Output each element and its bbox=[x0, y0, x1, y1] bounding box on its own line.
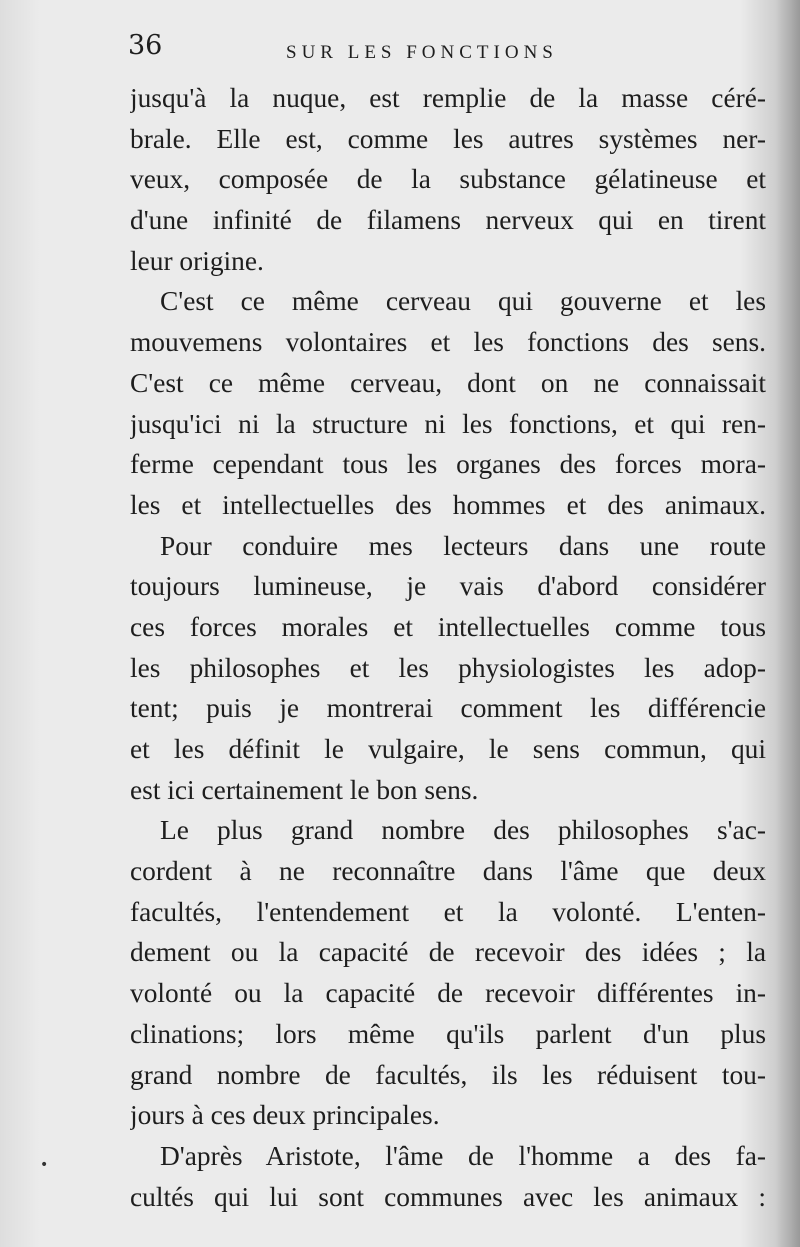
text-line: C'est ce même cerveau, dont on ne connaissait bbox=[130, 367, 766, 398]
page-header bbox=[128, 30, 768, 74]
text-line: tent; puis je montrerai comment les différencie bbox=[130, 693, 766, 724]
text-line: cordent à ne reconnaître dans l'âme que deux bbox=[130, 856, 766, 887]
text-line: C'est ce même cerveau qui gouverne et les bbox=[160, 286, 766, 317]
text-line: est ici certainement le bon sens. bbox=[130, 774, 479, 805]
text-line: dement ou la capacité de recevoir des idées ; la bbox=[130, 937, 766, 968]
text-line: grand nombre de facultés, ils les réduisent tou- bbox=[130, 1059, 766, 1090]
text-line: clinations; lors même qu'ils parlent d'un plus bbox=[130, 1018, 766, 1049]
text-line: brale. Elle est, comme les autres systèmes ner- bbox=[130, 123, 766, 154]
text-line: D'après Aristote, l'âme de l'homme a des fa- bbox=[160, 1140, 766, 1171]
running-head: SUR LES FONCTIONS bbox=[286, 42, 558, 63]
text-line: mouvemens volontaires et les fonctions des sens. bbox=[130, 327, 766, 358]
text-line: cultés qui lui sont communes avec les animaux : bbox=[130, 1181, 766, 1212]
margin-mark: • bbox=[40, 1157, 49, 1173]
text-line: leur origine. bbox=[130, 245, 264, 276]
text-line: jusqu'à la nuque, est remplie de la masse céré- bbox=[130, 83, 766, 113]
text-line: d'une infinité de filamens nerveux qui en tirent bbox=[130, 205, 766, 236]
text-line: veux, composée de la substance gélatineuse et bbox=[130, 164, 766, 195]
text-line: volonté ou la capacité de recevoir différentes in- bbox=[130, 978, 766, 1009]
text-line: ces forces morales et intellectuelles comme tous bbox=[130, 611, 766, 642]
text-line: et les définit le vulgaire, le sens commun, qui bbox=[130, 734, 766, 764]
page-number: 36 bbox=[128, 30, 163, 61]
text-line: jusqu'ici ni la structure ni les fonctions, et qui ren- bbox=[130, 408, 766, 439]
text-line: toujours lumineuse, je vais d'abord considérer bbox=[130, 571, 766, 602]
text-line: ferme cependant tous les organes des forces mora- bbox=[130, 449, 766, 480]
text-line: jours à ces deux principales. bbox=[130, 1100, 440, 1131]
body-text bbox=[130, 78, 766, 1217]
text-line: les et intellectuelles des hommes et des animaux. bbox=[130, 489, 766, 520]
text-line: les philosophes et les physiologistes les adop- bbox=[130, 652, 766, 683]
text-line: Pour conduire mes lecteurs dans une route bbox=[160, 530, 766, 561]
text-line: Le plus grand nombre des philosophes s'ac- bbox=[160, 815, 766, 846]
text-line: facultés, l'entendement et la volonté. L'enten- bbox=[130, 896, 766, 927]
